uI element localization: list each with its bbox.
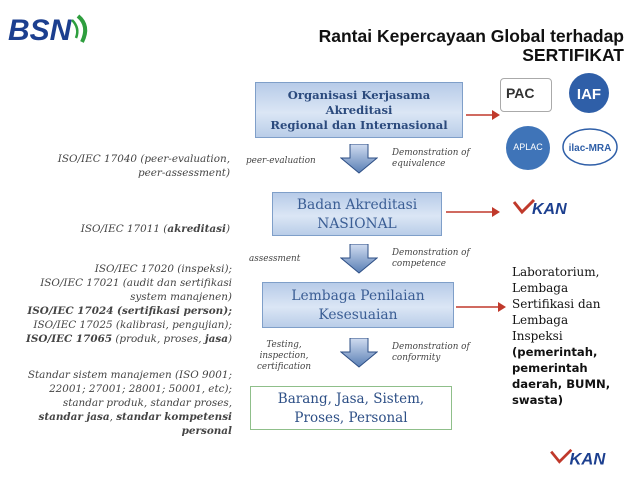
box-nas-line2: NASIONAL (317, 216, 397, 232)
label-peer-evaluation: peer-evaluation (246, 156, 316, 166)
box-brg-line1: Barang, Jasa, Sistem, (277, 391, 425, 407)
lab-description: Laboratorium, Lembaga Sertifikasi dan Lembaga Inspeksi (pemerintah, pemerintah daerah, BUMN, swasta) (512, 265, 611, 407)
pac-logo: PAC (500, 78, 552, 112)
box-org-line1: Organisasi Kerjasama (287, 88, 431, 102)
right-arrow-icon (446, 203, 500, 215)
kan-logo (512, 198, 584, 220)
down-arrow-icon (340, 244, 378, 274)
down-arrow-icon (340, 338, 378, 368)
label-demo-competence: Demonstration of competence (392, 248, 470, 269)
box-lps-line1: Lembaga Penilaian (291, 288, 425, 304)
box-barang-jasa-sistem (250, 386, 452, 430)
note-standar-sistem: Standar sistem manajemen (ISO 9001; 22001; 27001; 28001; 50001, etc); standar produk, standar proses, standar jasa, standar kompetensi personal (27, 369, 232, 437)
box-badan-akreditasi-nasional (272, 192, 442, 236)
ilac-mra-logo (562, 128, 618, 166)
note-iso-lps-standards: ISO/IEC 17020 (inspeksi); ISO/IEC 17021 (audit dan sertifikasi system manajenen) ISO/IEC 17024 (sertifikasi person); ISO/IEC 17025 (kalibrasi, pengujian); ISO/IEC 17065 (produk, proses, jasa) (26, 263, 232, 345)
box-lembaga-penilaian-kesesuaian (262, 282, 454, 328)
kan-logo-footer (546, 448, 626, 470)
note-iso17040: ISO/IEC 17040 (peer-evaluation, peer-assessment) (57, 153, 230, 179)
box-lps-line2: Kesesuaian (318, 307, 398, 323)
title-line-1: Rantai Kepercayaan Global terhadap (318, 26, 624, 46)
right-arrow-icon (456, 298, 506, 310)
label-demo-conformity: Demonstration of conformity (392, 342, 470, 363)
box-organisasi-internasional (255, 82, 463, 138)
bsn-logo (6, 10, 98, 48)
svg-text:KAN: KAN (569, 450, 606, 469)
box-org-line3: Regional dan Internasional (270, 118, 448, 132)
svg-text:KAN: KAN (532, 201, 567, 218)
box-brg-line2: Proses, Personal (294, 410, 408, 426)
title-line-2: SERTIFIKAT (522, 45, 624, 65)
label-testing-inspection-certification: Testing, inspection, certification (256, 340, 312, 372)
box-org-line2: Akreditasi (325, 103, 393, 117)
bsn-logo-text: BSN (8, 14, 72, 47)
down-arrow-icon (340, 144, 378, 174)
iaf-logo (560, 72, 618, 114)
label-assessment: assessment (249, 254, 301, 264)
svg-text:IAF: IAF (576, 86, 602, 103)
international-logos (500, 68, 625, 180)
note-iso17011: ISO/IEC 17011 (akreditasi) (80, 223, 230, 235)
svg-text:ilac-MRA: ilac-MRA (568, 143, 612, 154)
box-nas-line1: Badan Akreditasi (296, 197, 418, 213)
right-arrow-icon (466, 106, 500, 118)
label-demo-equivalence: Demonstration of equivalence (392, 148, 470, 169)
aplac-logo: APLAC (506, 126, 550, 170)
